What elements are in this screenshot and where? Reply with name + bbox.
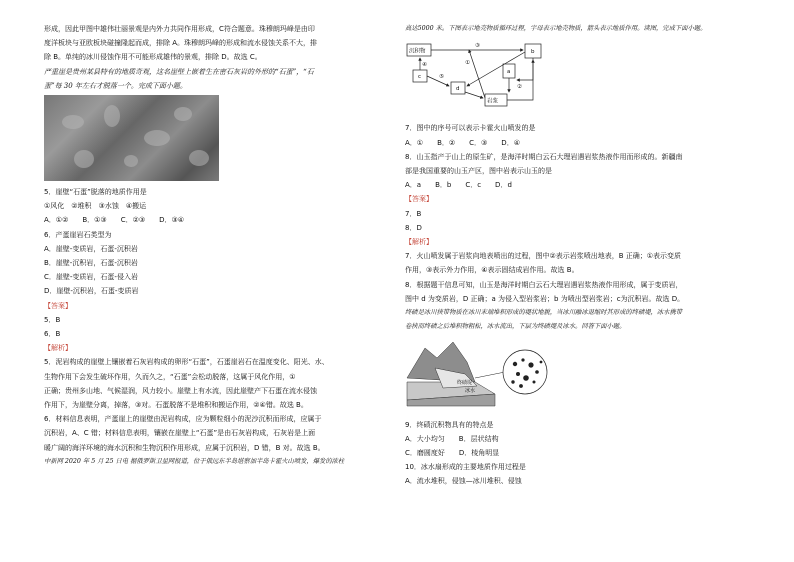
meltwater-label: 冰水 xyxy=(465,388,476,395)
analysis-line: 7．火山喷发属于岩浆向地表喷出的过程，图中②表示岩浆喷出地表，B 正确；①表示变质 xyxy=(405,252,682,261)
analysis-line: 6．材料信息表明，产蛋崖上的崖壁由泥岩构成，应为颗粒细小的泥沙沉积而形成，应属于 xyxy=(44,415,322,424)
analysis-line: 沉积岩，A、C 错；材料信息表明，镶嵌在崖壁上“石蛋”是由石灰岩构成，石灰岩是上面 xyxy=(44,429,316,438)
q6-option: B．崖壁-沉积岩，石蛋-沉积岩 xyxy=(44,259,138,268)
right-column xyxy=(405,22,755,489)
magma-label: 岩浆 xyxy=(487,98,499,105)
question-10: 10．冰水扇形成的主要地质作用过程是 xyxy=(405,463,526,472)
question-8: 部是我国重要的山玉产区，图中岩表示山玉的是 xyxy=(405,167,552,176)
analysis-line: 8．根据题干信息可知，山玉是海洋时期白云石大理岩遇岩浆热液作用形成，属于变质岩， xyxy=(405,280,683,289)
text-line: 除 B。单纯的冰川侵蚀作用不可能形成雄伟的景观，排除 D。故选 C。 xyxy=(44,53,262,62)
question-5: 5．崖壁“石蛋”脱落的地质作用是 xyxy=(44,188,147,197)
q6-option: C．崖壁-变质岩，石蛋-侵入岩 xyxy=(44,273,138,282)
text-line: 度洋板块与亚欧板块碰撞隆起而成，排除 A。珠穆朗玛峰的形成和流水侵蚀关系不大，排 xyxy=(44,39,318,48)
analysis-line: 作用，③表示外力作用，④表示固结成岩作用。故选 B。 xyxy=(405,266,579,275)
material-intro: 严重崖是贵州某县特有的地质奇观，这名崖壁上嵌着生在密石灰岩的外形的“石蛋”，“石 xyxy=(44,67,314,76)
sediment-label: 沉积物 xyxy=(409,48,426,55)
answer: 7．B xyxy=(405,209,422,218)
answer-heading: 【答案】 xyxy=(44,301,72,310)
material-intro: 高达5000 米。下图表示地壳物质循环过程，字母表示地壳物质，箭头表示地质作用。读图，完成下面小题。 xyxy=(405,25,707,32)
q6-option: A．崖壁-变质岩，石蛋-沉积岩 xyxy=(44,244,138,253)
analysis-line: 生物作用下会发生破坏作用，久而久之，“石蛋”会松动脱落，这属于风化作用，① xyxy=(44,372,296,381)
num-label: ⑤ xyxy=(439,74,444,81)
analysis-line: 5．泥岩构成的崖壁上镶嵌着石灰岩构成的卵形“石蛋”，石蛋崖岩石在温度变化、阳光、水、 xyxy=(44,358,329,367)
q8-choices: A．a B．b C．c D．d xyxy=(405,181,512,190)
analysis-line: 正确；贵州多山地、气候湿润，风力较小。崖壁上有水流，因此崖壁产下石蛋在流水侵蚀 xyxy=(44,386,317,395)
analysis-line: 图中 d 为变质岩，D 正确；a 为侵入型岩浆岩；b 为喷出型岩浆岩；c为沉积岩。故选 D。 xyxy=(405,294,685,303)
text-line: 形成，因此甲图中雄伟壮丽景观是内外力共同作用形成，C符合题意。珠穆朗玛峰是由印 xyxy=(44,25,315,33)
moraine-label: 终碛堤 xyxy=(457,380,473,387)
num-label: ④ xyxy=(422,62,427,69)
left-column xyxy=(44,22,384,469)
label-b: b xyxy=(531,49,535,56)
rock-cliff-photo xyxy=(44,95,219,181)
q6-option: D．崖壁-沉积岩，石蛋-变质岩 xyxy=(44,287,139,296)
answer: 6．B xyxy=(44,330,61,339)
num-label: ③ xyxy=(475,43,480,50)
answer-heading: 【答案】 xyxy=(405,195,433,204)
moraine-figure xyxy=(405,338,555,408)
material-intro: 蛋”每 30 年左右才脱落一个。完成下面小题。 xyxy=(44,81,187,90)
answer: 8．D xyxy=(405,223,422,232)
question-8: 8．山玉指产于山上的原生矿，是海洋时期白云石大理岩遇岩浆热液作用而形成的。新疆南 xyxy=(405,152,683,161)
label-a: a xyxy=(507,69,511,76)
material-intro: 卷挟而终碛之后堆积物粗松，冰水流出，下层为终碛堤及冰水。回答下面小题。 xyxy=(405,323,626,331)
material-intro: 中新网 2020 年 5 月 25 日电 据俄罗斯卫星网报道，位于俄远东半岛堪察加半岛卡霍火山喷发，爆发的浓柱 xyxy=(44,457,345,465)
material-intro: 终碛是冰川挟带物质在冰川末端堆积形成的堤状地貌，当冰川融冰退缩时其形成的终碛堤，冰水携带 xyxy=(405,309,683,317)
label-c: c xyxy=(418,74,422,81)
q9-option: A．大小均匀 B．层状结构 xyxy=(405,434,499,443)
analysis-line: 作用下，为崖壁分离，掉落，③对。石蛋脱落不是堆积和搬运作用，②④错。故选 B。 xyxy=(44,401,308,410)
analysis-heading: 【解析】 xyxy=(405,238,433,247)
answer: 5．B xyxy=(44,315,61,324)
q7-choices: A．① B．② C．③ D．④ xyxy=(405,138,520,147)
num-label: ① xyxy=(465,60,470,67)
q5-options: ①风化 ②堆积 ③水蚀 ④搬运 xyxy=(44,202,147,211)
q10-option: A．流水堆积，侵蚀—冰川堆积、侵蚀 xyxy=(405,477,522,486)
question-7: 7．图中的序号可以表示卡霍火山喷发的是 xyxy=(405,124,536,133)
analysis-line: 暖广阔的海洋环境的海水沉积和生物沉积作用形成，应属于沉积岩，D 错，B 对。故选 B。 xyxy=(44,443,325,452)
num-label: ② xyxy=(517,84,522,91)
q9-option: C．磨圆度好 D．棱角明显 xyxy=(405,449,500,458)
question-9: 9．终碛沉积物具有的特点是 xyxy=(405,420,494,429)
analysis-heading: 【解析】 xyxy=(44,344,72,353)
label-d: d xyxy=(456,86,460,93)
q5-choices: A．①② B．①③ C．②③ D．③④ xyxy=(44,216,185,225)
question-6: 6．产蛋崖岩石类型为 xyxy=(44,230,112,239)
rock-cycle-diagram xyxy=(405,40,565,110)
